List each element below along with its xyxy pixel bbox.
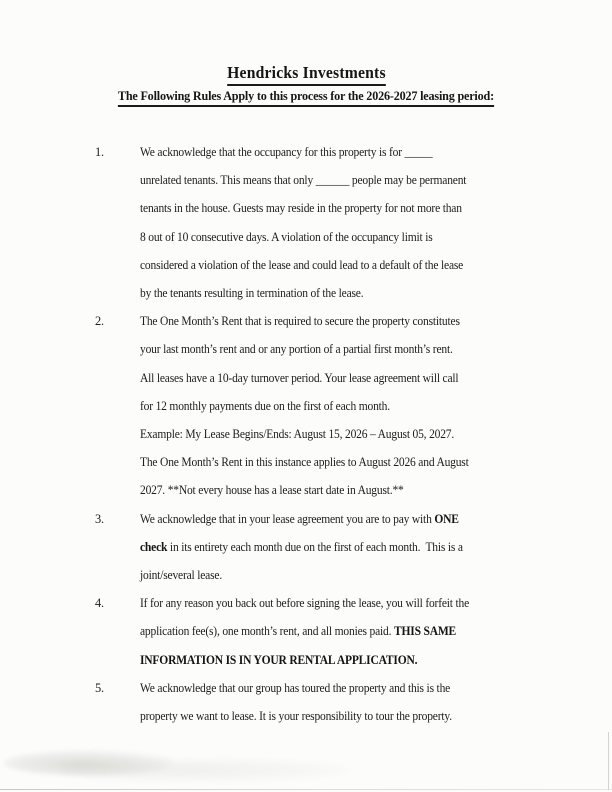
rule-text-line: [140, 307, 579, 335]
text-segment: application fee(s), one month’s rent, and all monies paid.: [140, 624, 394, 639]
scan-smudge-artifact: [60, 758, 350, 782]
document-title: Hendricks Investments: [227, 63, 386, 86]
rule-text-line: [140, 223, 579, 251]
text-segment: considered a violation of the lease and could lead to a default of the lease: [140, 257, 464, 272]
rule-text-line: [140, 364, 579, 392]
rule-number: 4.: [95, 596, 104, 611]
text-segment: 8 out of 10 consecutive days. A violation of the occupancy limit is: [140, 229, 433, 244]
title-row: [0, 0, 612, 86]
rule-text-line: [140, 533, 579, 561]
rule-text-line: [140, 448, 579, 476]
rule-number: 5.: [95, 680, 104, 695]
text-segment: in its entirety each month due on the first of each month. This is a: [167, 539, 463, 554]
rule-text-line: [140, 476, 579, 504]
rule-text: [140, 589, 612, 674]
rule-text-line: [140, 166, 579, 194]
rule-text-line: [140, 589, 579, 617]
rule-text-line: [140, 392, 579, 420]
scan-edge-bottom-line: [0, 789, 612, 790]
text-segment: property we want to lease. It is your responsibility to tour the property.: [140, 709, 452, 724]
text-segment: The One Month’s Rent that is required to secure the property constitutes: [140, 314, 460, 329]
rule-text-line: [140, 420, 579, 448]
text-segment: We acknowledge that the occupancy for this property is for _____: [140, 145, 433, 159]
rule-text-line: [140, 674, 579, 702]
rule-text: [140, 505, 612, 590]
text-segment: your last month’s rent and or any portion of a partial first month’s rent.: [140, 342, 453, 357]
text-segment: We acknowledge that our group has toured the property and this is the: [140, 680, 451, 695]
bold-text-segment: check: [140, 539, 168, 554]
rule-item: [95, 307, 612, 504]
rule-item: [95, 138, 612, 307]
scan-edge-right-line: [608, 732, 609, 790]
bold-text-segment: INFORMATION IS IN YOUR RENTAL APPLICATION.: [140, 652, 418, 667]
rule-text-line: [140, 194, 579, 222]
text-segment: by the tenants resulting in termination of the lease.: [140, 286, 364, 301]
rule-item: [95, 589, 612, 674]
rules-list: [95, 138, 612, 730]
rule-text-line: [140, 617, 579, 645]
bold-text-segment: THIS SAME: [393, 624, 457, 639]
document-subtitle: The Following Rules Apply to this process for the 2026-2027 leasing period:: [118, 89, 494, 107]
rule-item: [95, 674, 612, 730]
text-segment: Example: My Lease Begins/Ends: August 15, 2026 – August 05, 2027.: [140, 427, 455, 442]
rule-text-line: [140, 251, 579, 279]
rule-text-line: [140, 646, 579, 674]
text-segment: joint/several lease.: [140, 568, 223, 583]
rule-number: 2.: [95, 314, 104, 329]
rule-item: [95, 505, 612, 590]
rule-number: 3.: [95, 511, 104, 526]
rule-text-line: [140, 138, 579, 166]
text-segment: The One Month’s Rent in this instance applies to August 2026 and August: [140, 455, 469, 470]
text-segment: If for any reason you back out before signing the lease, you will forfeit the: [140, 596, 470, 611]
rule-text-line: [140, 279, 579, 307]
rule-text: [140, 674, 612, 730]
rule-text: [140, 138, 612, 307]
text-segment: We acknowledge that in your lease agreement you are to pay with: [140, 511, 435, 526]
subtitle-row: [0, 88, 612, 107]
rule-text-line: [140, 335, 579, 363]
bold-text-segment: ONE: [434, 511, 459, 526]
rule-text-line: [140, 702, 579, 730]
text-segment: 2027. **Not every house has a lease start date in August.**: [140, 483, 404, 498]
rule-text-line: [140, 561, 579, 589]
text-segment: All leases have a 10-day turnover period. Your lease agreement will call: [140, 370, 459, 385]
text-segment: for 12 monthly payments due on the first of each month.: [140, 398, 390, 413]
rule-number: 1.: [95, 145, 104, 159]
rule-text-line: [140, 505, 579, 533]
text-segment: unrelated tenants. This means that only ______ people may be permanent: [140, 173, 467, 188]
rule-text: [140, 307, 612, 504]
text-segment: tenants in the house. Guests may reside in the property for not more than: [140, 201, 462, 216]
